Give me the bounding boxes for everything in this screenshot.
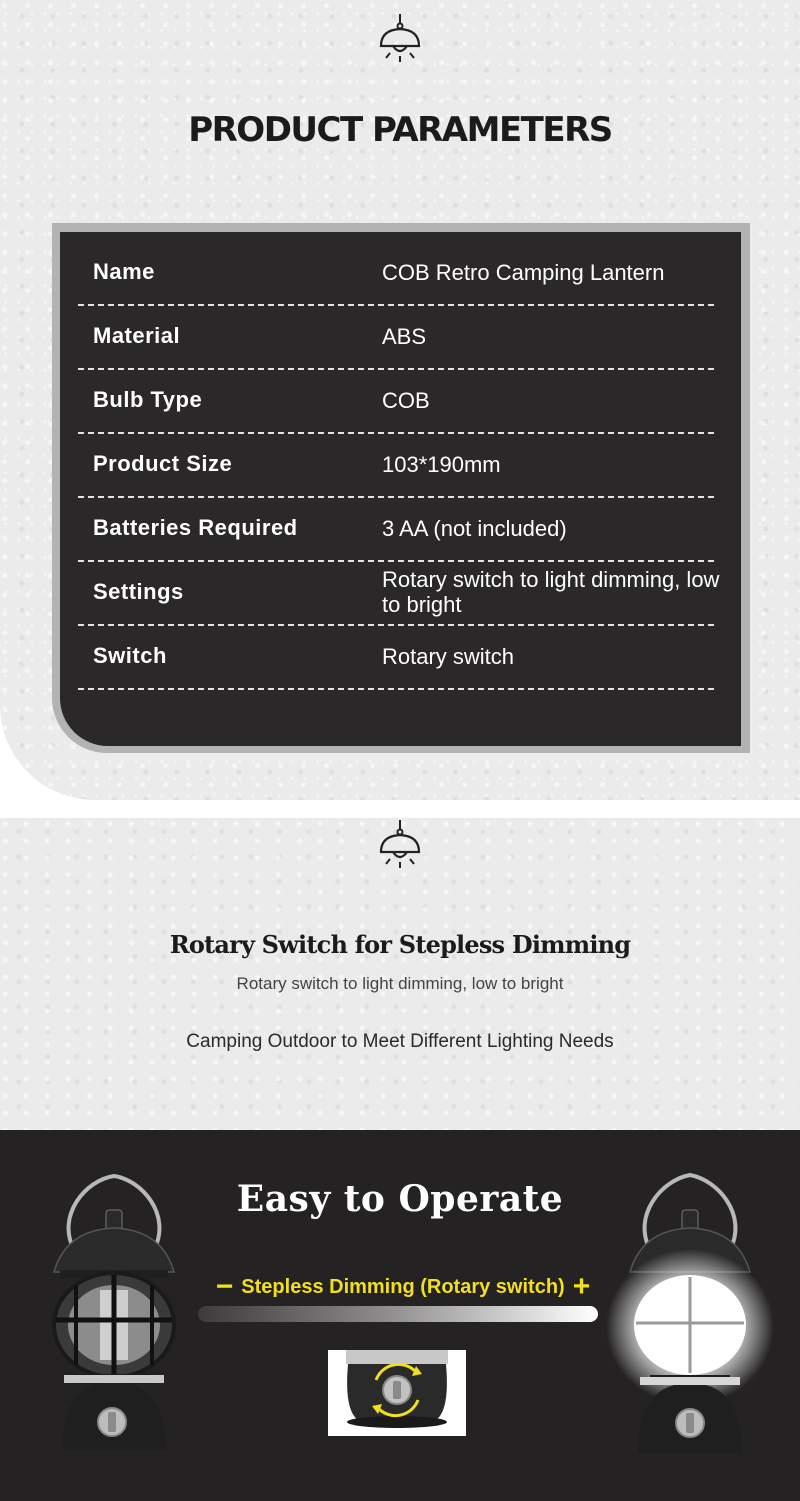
param-value: 103*190mm [382, 451, 501, 477]
hanging-lamp-icon [375, 12, 425, 72]
param-value: ABS [382, 323, 427, 349]
param-label: Bulb Type [93, 387, 203, 412]
dimming-gradient-bar [198, 1306, 598, 1322]
param-value: Rotary switch [382, 643, 515, 669]
dimming-label: Stepless Dimming (Rotary switch) [241, 1275, 565, 1298]
param-value: 3 AA (not included) [382, 515, 567, 541]
hanging-lamp-icon [375, 818, 425, 878]
param-label: Batteries Required [93, 515, 298, 540]
rotary-knob-illustration [328, 1350, 466, 1436]
feature-title: Rotary Switch for Stepless Dimming [169, 930, 631, 959]
dimming-caption [198, 1270, 608, 1304]
table-row [78, 560, 720, 626]
param-label: Material [93, 323, 181, 348]
param-label: Product Size [93, 451, 233, 476]
param-label: Settings [93, 579, 184, 604]
table-row [78, 240, 714, 306]
feature-description: Camping Outdoor to Meet Different Lighting Needs [186, 1031, 614, 1052]
table-row [78, 304, 714, 370]
table-row [78, 432, 714, 498]
page-title: PRODUCT PARAMETERS [188, 110, 612, 150]
table-row [78, 624, 714, 690]
param-value: Rotary switch to light dimming, low to bright [382, 567, 720, 617]
minus-icon: − [215, 1270, 234, 1303]
rotary-knob-image [328, 1350, 466, 1436]
param-label: Switch [93, 643, 167, 668]
table-row [78, 496, 714, 562]
feature-subtitle: Rotary switch to light dimming, low to bright [236, 974, 564, 993]
param-value: COB [382, 387, 430, 413]
param-label: Name [93, 259, 155, 284]
param-value: COB Retro Camping Lantern [382, 259, 665, 285]
plus-icon: + [572, 1270, 591, 1303]
operate-title: Easy to Operate [236, 1178, 564, 1220]
table-row [78, 368, 714, 434]
